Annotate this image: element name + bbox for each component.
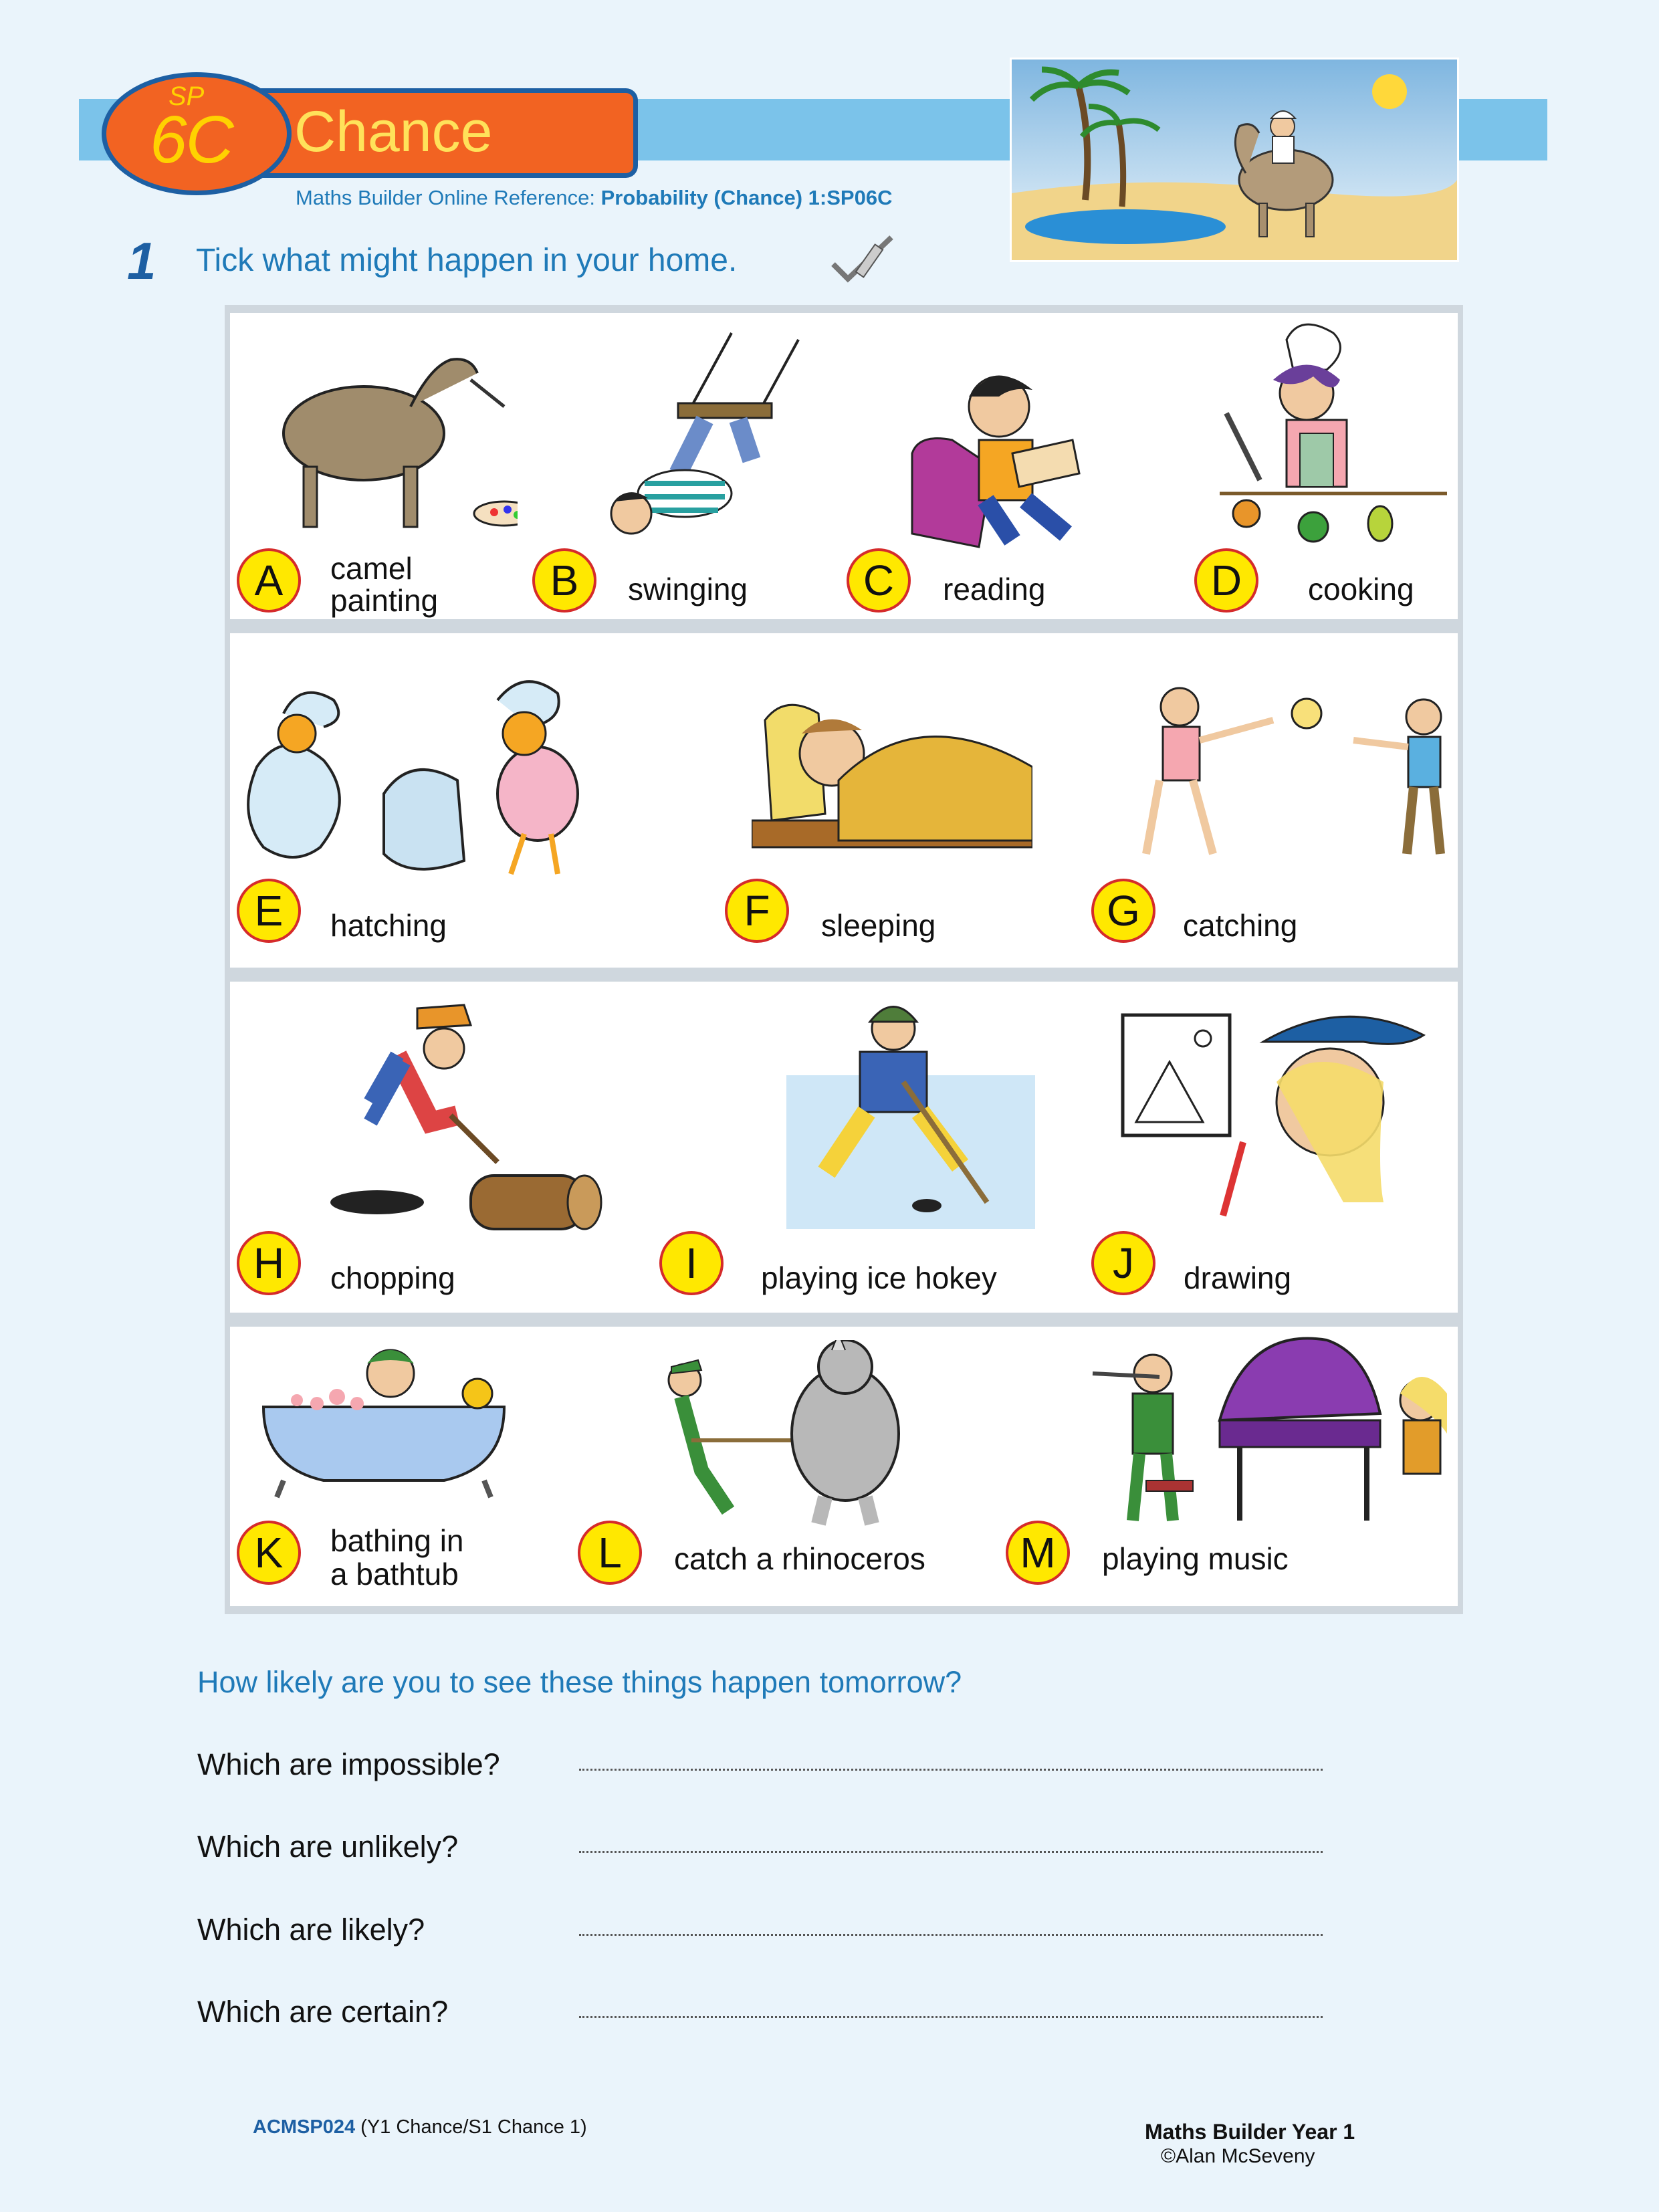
- activity-k-label: bathing in: [330, 1523, 464, 1558]
- activity-a-label-line2: painting: [330, 583, 439, 618]
- activity-g-label: catching: [1183, 908, 1298, 943]
- camel-painting-illustration: [230, 333, 518, 534]
- reading-illustration: [899, 346, 1119, 567]
- curriculum-code-bold: ACMSP024: [253, 2116, 356, 2138]
- hatching-illustration: [237, 667, 638, 881]
- sleeping-illustration: [752, 680, 1032, 854]
- activity-m[interactable]: [1006, 1327, 1458, 1606]
- activity-a-label: camel: [330, 551, 413, 586]
- answer-line-certain[interactable]: [579, 2016, 1323, 2018]
- activity-k-label-line2: a bathtub: [330, 1557, 459, 1591]
- activity-i[interactable]: [658, 982, 1086, 1313]
- pencil-tick-icon: [828, 231, 901, 288]
- activity-a[interactable]: [230, 313, 524, 619]
- question-certain: Which are certain?: [197, 1995, 449, 2029]
- ice-hockey-illustration: [786, 1002, 1040, 1229]
- section-sp-label: SP: [169, 82, 205, 111]
- swinging-illustration: [604, 326, 832, 547]
- activity-f-badge: F: [725, 879, 789, 943]
- question-unlikely: Which are unlikely?: [197, 1830, 459, 1864]
- copyright: ©Alan McSeveny: [1161, 2145, 1315, 2167]
- activities-row-3: [230, 982, 1458, 1313]
- question-text: Tick what might happen in your home.: [196, 243, 738, 278]
- activity-m-label: playing music: [1102, 1541, 1289, 1576]
- activity-d-badge: D: [1194, 548, 1258, 613]
- activity-l-label: catch a rhinoceros: [674, 1541, 925, 1576]
- activities-row-2: [230, 633, 1458, 968]
- reference-prefix: Maths Builder Online Reference:: [296, 186, 601, 209]
- activity-l-badge: L: [578, 1521, 642, 1585]
- activity-d-label: cooking: [1308, 572, 1414, 606]
- activity-h[interactable]: [230, 982, 658, 1313]
- activity-g[interactable]: [1086, 633, 1458, 968]
- page-title: Chance: [294, 100, 493, 164]
- rhinoceros-illustration: [645, 1340, 932, 1534]
- activity-j[interactable]: [1086, 982, 1458, 1313]
- drawing-illustration: [1116, 1008, 1430, 1229]
- activity-e-label: hatching: [330, 908, 447, 943]
- activity-c-label: reading: [943, 572, 1046, 606]
- activity-a-badge: A: [237, 548, 301, 613]
- section-code: 6C: [150, 102, 233, 177]
- activities-row-4: [230, 1327, 1458, 1606]
- curriculum-code: [253, 2116, 587, 2138]
- activity-b[interactable]: [524, 313, 845, 619]
- playing-music-illustration: [1086, 1327, 1460, 1534]
- likelihood-heading: How likely are you to see these things happen tomorrow?: [197, 1665, 962, 1699]
- activity-e[interactable]: [230, 633, 725, 968]
- activity-h-badge: H: [237, 1231, 301, 1295]
- book-title: Maths Builder Year 1: [1145, 2120, 1355, 2144]
- activity-h-label: chopping: [330, 1260, 455, 1295]
- activity-k[interactable]: [230, 1327, 578, 1606]
- bathtub-illustration: [257, 1340, 538, 1507]
- activities-grid: [225, 305, 1463, 1614]
- activity-m-badge: M: [1006, 1521, 1070, 1585]
- catching-illustration: [1086, 673, 1460, 874]
- activity-c[interactable]: [845, 313, 1193, 619]
- desert-illustration: [1010, 58, 1459, 262]
- activity-b-badge: B: [532, 548, 596, 613]
- activity-i-badge: I: [659, 1231, 724, 1295]
- answer-line-unlikely[interactable]: [579, 1851, 1323, 1853]
- activity-c-badge: C: [847, 548, 911, 613]
- activity-e-badge: E: [237, 879, 301, 943]
- activity-l[interactable]: [578, 1327, 1006, 1606]
- activity-g-badge: G: [1091, 879, 1155, 943]
- cooking-illustration: [1193, 313, 1454, 567]
- answer-line-impossible[interactable]: [579, 1769, 1323, 1771]
- curriculum-code-detail: (Y1 Chance/S1 Chance 1): [355, 2116, 587, 2138]
- activity-j-label: drawing: [1184, 1260, 1292, 1295]
- activities-row-1: [230, 313, 1458, 619]
- activity-b-label: swinging: [628, 572, 748, 606]
- activity-k-badge: K: [237, 1521, 301, 1585]
- activity-j-badge: J: [1091, 1231, 1155, 1295]
- online-reference: [296, 186, 892, 210]
- activity-d[interactable]: [1193, 313, 1458, 619]
- answer-line-likely[interactable]: [579, 1934, 1323, 1936]
- activity-i-label: playing ice hokey: [761, 1260, 997, 1295]
- chopping-illustration: [330, 1002, 631, 1262]
- reference-code: Probability (Chance) 1:SP06C: [600, 186, 893, 209]
- question-number: 1: [127, 231, 156, 290]
- question-likely: Which are likely?: [197, 1912, 425, 1947]
- question-impossible: Which are impossible?: [197, 1747, 500, 1781]
- activity-f-label: sleeping: [821, 908, 936, 943]
- activity-f[interactable]: [725, 633, 1086, 968]
